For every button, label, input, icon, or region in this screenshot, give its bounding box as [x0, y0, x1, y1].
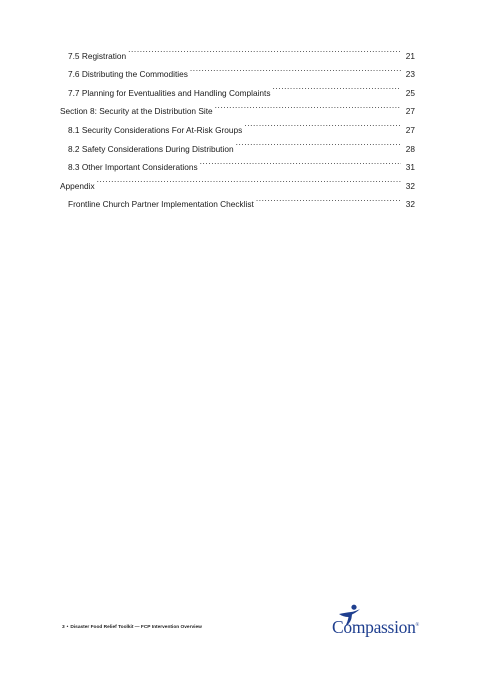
toc-entry-title: 7.6 Distributing the Commodities: [68, 69, 188, 80]
toc-entry-title: 8.3 Other Important Considerations: [68, 162, 198, 173]
toc-entry-page: 27: [405, 106, 415, 117]
toc-dot-leader: [236, 133, 401, 152]
compassion-logo: [332, 604, 432, 644]
logo-wordmark-text: Compassion: [332, 617, 416, 637]
toc-entry-page: 32: [405, 199, 415, 210]
compassion-wordmark: [332, 617, 419, 638]
toc-dot-leader: [200, 152, 401, 171]
toc-dot-leader: [128, 40, 401, 59]
toc-entry-title: 8.1 Security Considerations For At-Risk Groups: [68, 124, 243, 135]
toc-entry-page: 23: [405, 69, 415, 80]
toc-dot-leader: [256, 189, 401, 208]
table-of-contents: [60, 40, 415, 210]
footer-page-number: 3: [62, 625, 65, 630]
toc-entry-page: 32: [405, 180, 415, 191]
toc-entry-page: 28: [405, 143, 415, 154]
toc-entry-page: 27: [405, 124, 415, 135]
toc-dot-leader: [190, 59, 401, 78]
toc-entry-page: 31: [405, 162, 415, 173]
toc-entry-page: 25: [405, 87, 415, 98]
toc-entry-title: Appendix: [60, 180, 95, 191]
registered-mark: ®: [415, 623, 420, 629]
toc-entry[interactable]: [60, 170, 415, 189]
toc-entry-title: 7.5 Registration: [68, 50, 127, 61]
toc-entry-title: 7.7 Planning for Eventualities and Handling Complaints: [68, 87, 271, 98]
toc-dot-leader: [215, 96, 401, 115]
toc-dot-leader: [272, 77, 401, 96]
toc-entry-title: Frontline Church Partner Implementation Checklist: [68, 199, 254, 210]
footer-document-title: Disaster Food Relief Toolkit — FCP Intervention Overview: [70, 625, 202, 630]
toc-dot-leader: [244, 114, 401, 133]
toc-entry-title: 8.2 Safety Considerations During Distribution: [68, 143, 234, 154]
toc-dot-leader: [97, 170, 401, 189]
toc-entry-title: Section 8: Security at the Distribution Site: [60, 106, 213, 117]
toc-entry[interactable]: [60, 40, 415, 59]
toc-entry[interactable]: [60, 189, 415, 208]
footer-bullet: •: [66, 625, 69, 630]
toc-entry-page: 21: [405, 50, 415, 61]
page-footer: [62, 625, 202, 630]
